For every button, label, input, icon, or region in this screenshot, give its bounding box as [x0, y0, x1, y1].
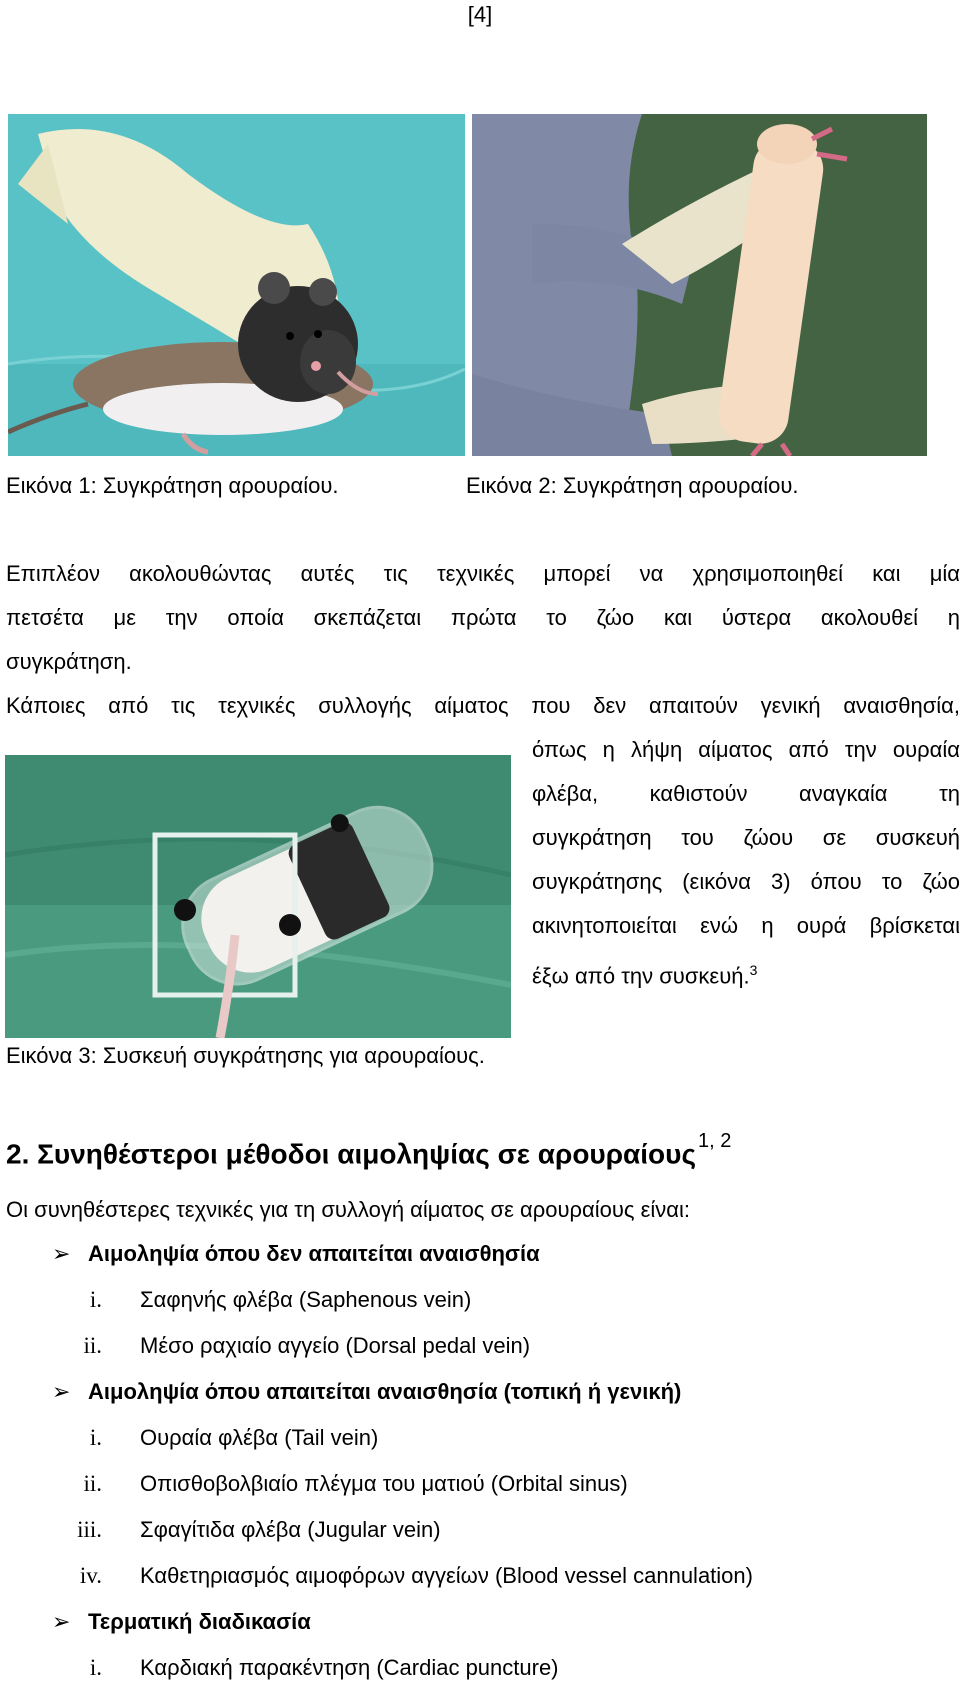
list-item-text: Μέσο ραχιαίο αγγείο (Dorsal pedal vein) [140, 1333, 531, 1358]
figure-3-caption: Εικόνα 3: Συσκευή συγκράτησης για αρουραίους. [6, 1043, 485, 1068]
paragraph-2-wrap-line: συγκράτηση του ζώου σε συσκευή [532, 825, 960, 850]
list-item-text: Σαφηνής φλέβα (Saphenous vein) [140, 1287, 472, 1312]
paragraph-2-wrap [532, 728, 960, 998]
paragraph-2-last-line [532, 948, 960, 998]
arrow-bullet-icon: ➢ [52, 1609, 71, 1634]
list-group-title [52, 1599, 952, 1645]
list-item [52, 1461, 952, 1507]
list-item-text: Ουραία φλέβα (Tail vein) [140, 1425, 379, 1450]
paragraph-2-first-line: Κάποιες από τις τεχνικές συλλογής αίματος που δεν απαιτούν γενική αναισθησία, [6, 693, 960, 718]
figure-3-photo [5, 755, 511, 1038]
list-item [52, 1277, 952, 1323]
paragraph-1-line: συγκράτηση. [6, 649, 132, 674]
list-item-text: Σφαγίτιδα φλέβα (Jugular vein) [140, 1517, 441, 1542]
arrow-bullet-icon: ➢ [52, 1379, 71, 1404]
list-item-number: ii. [83, 1471, 102, 1496]
list-item-number: iii. [77, 1517, 102, 1542]
list-item-text: Οπισθοβολβιαίο πλέγμα του ματιού (Orbital sinus) [140, 1471, 628, 1496]
list-group-title [52, 1231, 952, 1277]
list-item [52, 1645, 952, 1691]
group-title-text: Αιμοληψία όπου απαιτείται αναισθησία (τοπική ή γενική) [88, 1379, 682, 1404]
section-heading-refs: 1, 2 [698, 1130, 732, 1152]
paragraph-2-wrap-line: όπως η λήψη αίματος από την ουραία [532, 737, 960, 762]
list-item-number: i. [89, 1425, 102, 1450]
page-number: [4] [467, 2, 493, 27]
paragraph-2-wrap-line: ακινητοποιείται ενώ η ουρά βρίσκεται [532, 913, 960, 938]
arrow-bullet-icon: ➢ [52, 1241, 71, 1266]
group-title-text: Αιμοληψία όπου δεν απαιτείται αναισθησία [88, 1241, 540, 1266]
list-item-text: Καρδιακή παρακέντηση (Cardiac puncture) [140, 1655, 559, 1680]
list-item-text: Καθετηριασμός αιμοφόρων αγγείων (Blood vessel cannulation) [140, 1563, 753, 1588]
group-title-text: Τερματική διαδικασία [88, 1609, 311, 1634]
list-item-number: i. [89, 1287, 102, 1312]
figure-1-caption: Εικόνα 1: Συγκράτηση αρουραίου. [6, 473, 339, 498]
list-item [52, 1415, 952, 1461]
list-item-number: iv. [79, 1563, 102, 1588]
section-intro: Οι συνηθέστερες τεχνικές για τη συλλογή αίματος σε αρουραίους είναι: [6, 1197, 691, 1222]
paragraph-2-wrap-line: φλέβα, καθιστούν αναγκαία τη [532, 781, 960, 806]
paragraph-2-wrap-line: συγκράτησης (εικόνα 3) όπου το ζώο [532, 869, 960, 894]
list-item [52, 1323, 952, 1369]
methods-list [52, 1231, 952, 1691]
paragraph-2-last-text: έξω από την συσκευή. [532, 963, 750, 989]
list-group-title [52, 1369, 952, 1415]
paragraph-1-line: Επιπλέον ακολουθώντας αυτές τις τεχνικές μπορεί να χρησιμοποιηθεί και μία [6, 561, 960, 586]
section-heading-text: 2. Συνηθέστεροι μέθοδοι αιμοληψίας σε αρουραίους [6, 1138, 697, 1170]
list-item [52, 1553, 952, 1599]
figure-2-photo [472, 114, 927, 456]
paragraph-1 [6, 552, 960, 684]
paragraph-1-line: πετσέτα με την οποία σκεπάζεται πρώτα το ζώο και ύστερα ακολουθεί η [6, 605, 960, 630]
figure-1-photo [8, 114, 465, 456]
figure-2-caption: Εικόνα 2: Συγκράτηση αρουραίου. [466, 473, 799, 498]
list-item-number: i. [89, 1655, 102, 1680]
list-item [52, 1507, 952, 1553]
footnote-ref-3: 3 [749, 962, 758, 978]
list-item-number: ii. [83, 1333, 102, 1358]
section-heading [6, 1130, 732, 1170]
